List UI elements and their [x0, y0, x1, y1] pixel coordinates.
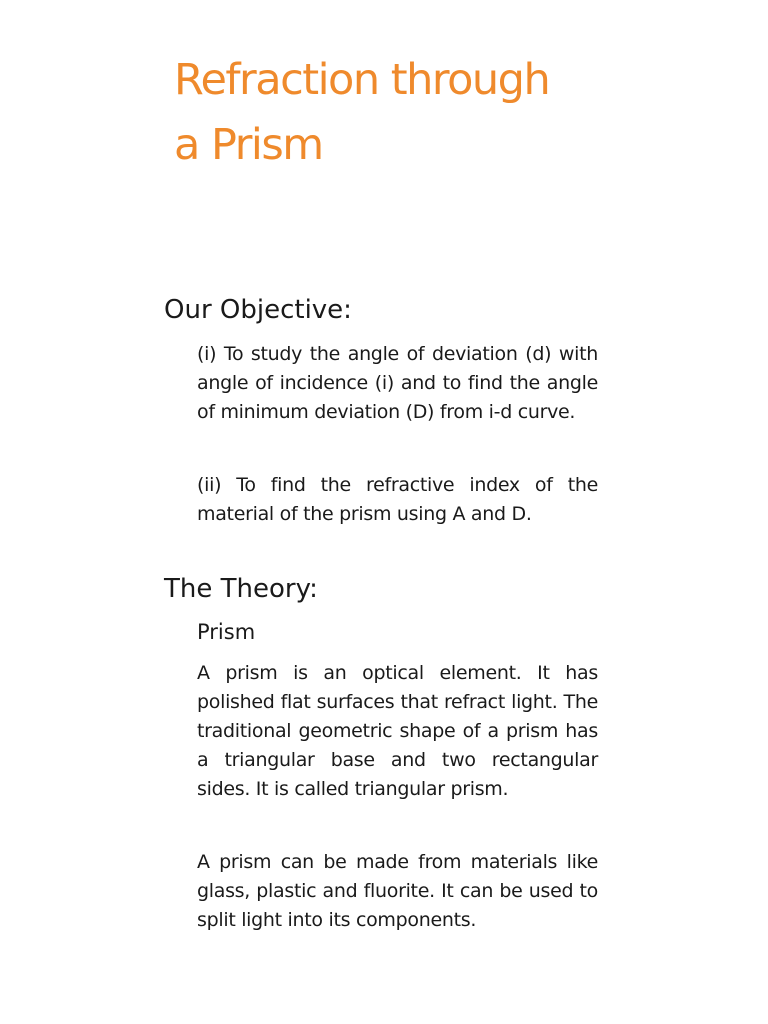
theory-heading: The Theory:	[164, 574, 318, 604]
theory-paragraph-2: A prism can be made from materials like glass, plastic and fluorite. It can be used to split light into its components.	[197, 851, 598, 931]
objective-heading: Our Objective:	[164, 295, 352, 325]
objective-item-2: (ii) To find the refractive index of the material of the prism using A and D.	[197, 474, 598, 525]
prism-subheading: Prism	[197, 620, 256, 644]
page-title-line-2: a Prism	[174, 120, 323, 170]
page-title-line-1: Refraction through	[174, 55, 550, 105]
objective-item-1: (i) To study the angle of deviation (d) with angle of incidence (i) and to find the angle of minimum deviation (D) from i-d curve.	[197, 343, 598, 423]
page-title	[174, 48, 674, 178]
theory-paragraph-1: A prism is an optical element. It has polished flat surfaces that refract light. The traditional geometric shape of a prism has a triangular base and two rectangular sides. It is called triangular prism.	[197, 662, 598, 800]
